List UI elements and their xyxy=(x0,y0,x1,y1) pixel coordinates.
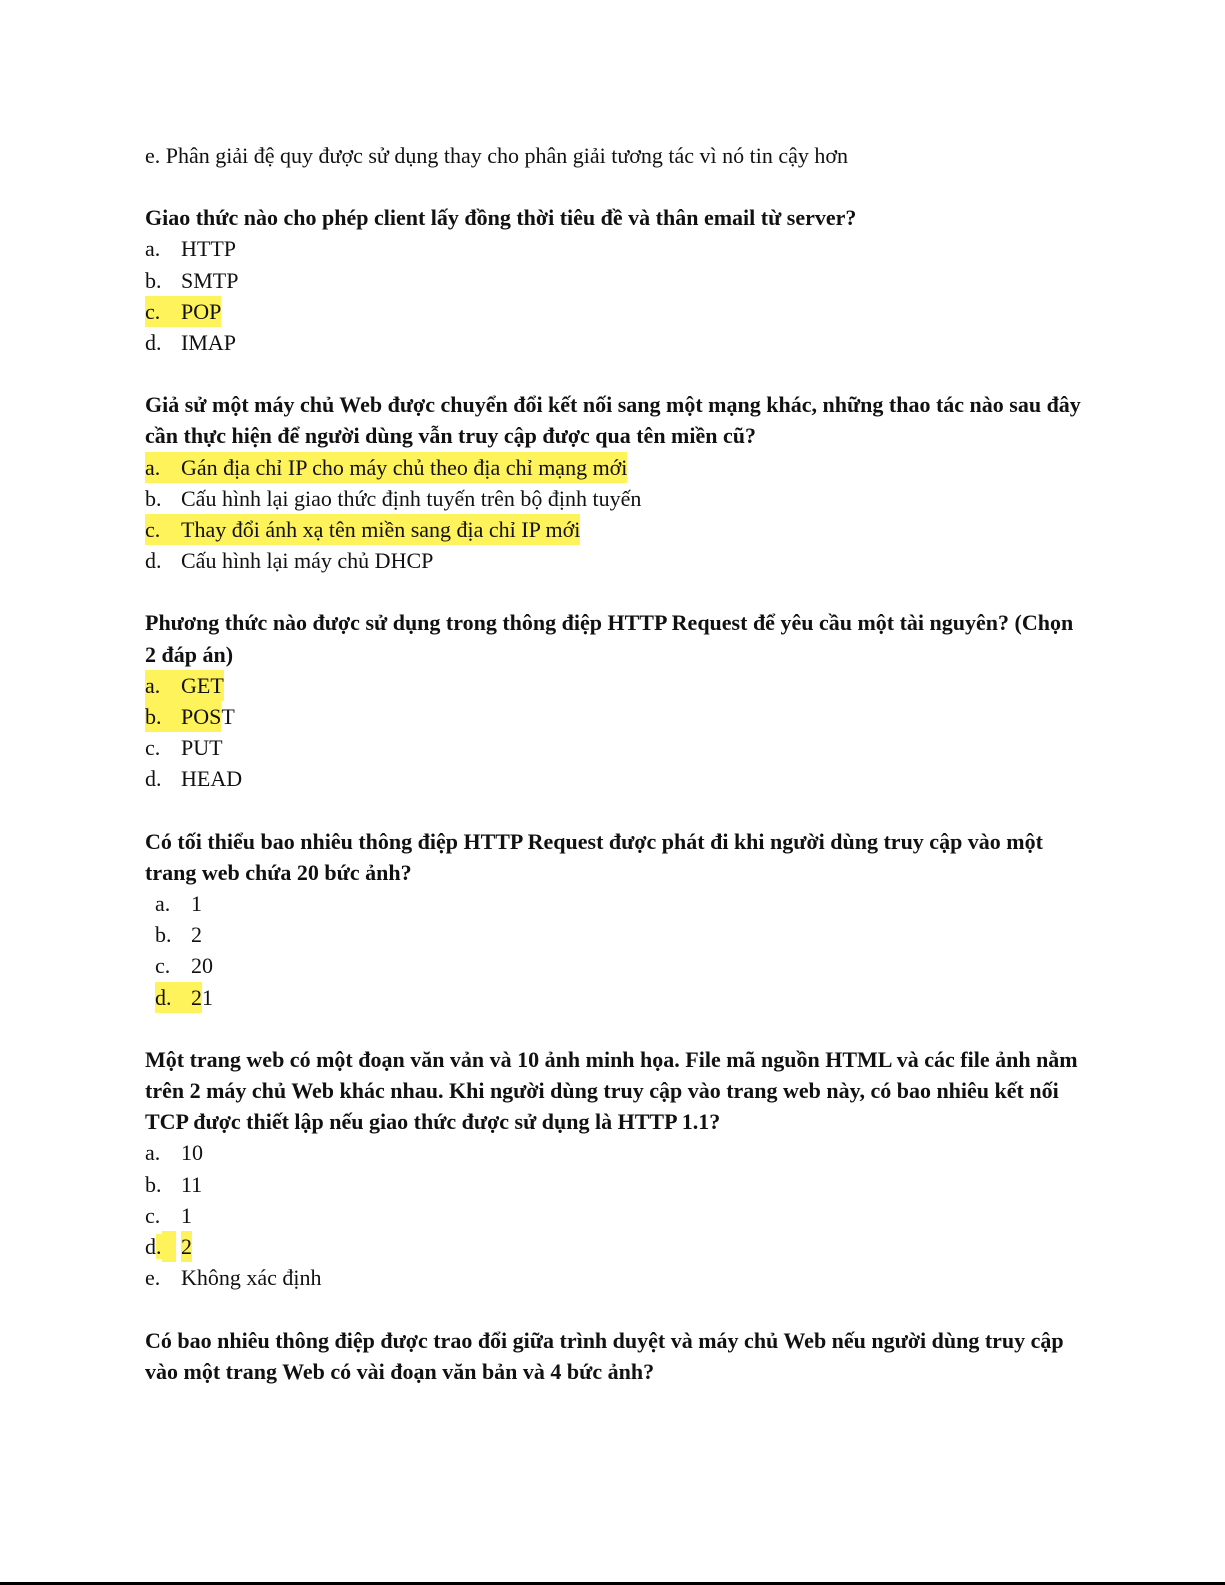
option-text: Cấu hình lại máy chủ DHCP xyxy=(181,548,434,574)
question-block xyxy=(145,607,1085,794)
option-letter: c. xyxy=(145,517,161,543)
option-text: 2 xyxy=(191,922,202,948)
answer-option xyxy=(145,265,1085,296)
option-text: 20 xyxy=(191,953,213,979)
answer-option-highlighted xyxy=(145,701,1085,732)
answer-option-highlighted xyxy=(145,296,1085,327)
option-text: 1 xyxy=(181,1202,192,1228)
answer-option xyxy=(145,1137,1085,1168)
answer-option-highlighted xyxy=(145,452,1085,483)
option-letter: d. xyxy=(145,330,162,356)
question-block xyxy=(145,389,1085,576)
option-text-tail: 1 xyxy=(202,984,213,1010)
question-text: Có bao nhiêu thông điệp được trao đổi giữa trình duyệt và máy chủ Web nếu người dùng truy cập vào một trang Web có vài đoạn văn bản và 4 bức ảnh? xyxy=(145,1327,1064,1384)
answer-option xyxy=(145,763,1085,794)
option-text: HEAD xyxy=(181,766,243,792)
option-letter: d. xyxy=(145,548,162,574)
option-letter: b. xyxy=(155,922,172,948)
option-letter: c. xyxy=(145,735,161,761)
answer-option xyxy=(145,1200,1085,1231)
question-text: Giả sử một máy chủ Web được chuyển đổi kết nối sang một mạng khác, những thao tác nào sau đây cần thực hiện để người dùng vẫn truy cập được qua tên miền cũ? xyxy=(145,392,1081,449)
answer-option xyxy=(145,732,1085,763)
option-letter: c. xyxy=(145,1202,161,1228)
option-text: 1 xyxy=(191,891,202,917)
option-letter: d xyxy=(145,1234,156,1260)
option-text: SMTP xyxy=(181,267,239,293)
option-letter: a. xyxy=(155,891,171,917)
answer-option xyxy=(145,545,1085,576)
option-letter: d. xyxy=(145,766,162,792)
document-page xyxy=(145,140,1085,1387)
option-text: Không xác định xyxy=(181,1265,322,1291)
option-text-tail: T xyxy=(221,704,235,730)
option-text: 10 xyxy=(181,1140,203,1166)
answer-option xyxy=(145,919,1085,950)
option-letter-tail: . xyxy=(156,1234,162,1260)
option-text: GET xyxy=(181,672,224,698)
option-letter: d. xyxy=(155,984,172,1010)
answer-option xyxy=(145,483,1085,514)
option-text: Cấu hình lại giao thức định tuyến trên bộ định tuyến xyxy=(181,485,642,511)
answer-option xyxy=(145,1262,1085,1293)
option-text: POP xyxy=(181,298,222,324)
option-text: 2 xyxy=(181,1231,192,1262)
answer-option xyxy=(145,1169,1085,1200)
answer-option xyxy=(145,327,1085,358)
option-text: 2 xyxy=(191,984,202,1010)
question-text: Giao thức nào cho phép client lấy đồng thời tiêu đề và thân email từ server? xyxy=(145,205,857,231)
option-text: Thay đổi ánh xạ tên miền sang địa chỉ IP mới xyxy=(181,517,581,543)
option-text: POS xyxy=(181,704,222,730)
option-letter: a. xyxy=(145,454,161,480)
option-text: 11 xyxy=(181,1171,203,1197)
question-text: Một trang web có một đoạn văn vản và 10 ảnh minh họa. File mã nguồn HTML và các file ảnh nằm trên 2 máy chủ Web khác nhau. Khi người dùng truy cập vào trang web này, có bao nhiêu kết nối TCP được thiết lập nếu giao thức được sử dụng là HTTP 1.1? xyxy=(145,1046,1078,1135)
answer-option-highlighted xyxy=(145,982,1085,1013)
answer-option-highlighted xyxy=(145,514,1085,545)
option-letter: b. xyxy=(145,1171,162,1197)
option-text: Gán địa chỉ IP cho máy chủ theo địa chỉ mạng mới xyxy=(181,454,628,480)
option-text: IMAP xyxy=(181,330,237,356)
question-text: Phương thức nào được sử dụng trong thông điệp HTTP Request để yêu cầu một tài nguyên? (Chọn 2 đáp án) xyxy=(145,610,1074,667)
answer-option-highlighted xyxy=(145,670,1085,701)
option-text: PUT xyxy=(181,735,223,761)
option-letter: b. xyxy=(145,704,162,730)
question-block xyxy=(145,1044,1085,1294)
option-letter: e. xyxy=(145,1265,161,1291)
option-letter: c. xyxy=(155,953,171,979)
option-letter: b. xyxy=(145,485,162,511)
option-letter: a. xyxy=(145,672,161,698)
intro-line: e. Phân giải đệ quy được sử dụng thay cho phân giải tương tác vì nó tin cậy hơn xyxy=(145,143,849,168)
option-letter: b. xyxy=(145,267,162,293)
option-text: HTTP xyxy=(181,236,236,262)
answer-option xyxy=(145,888,1085,919)
option-letter: a. xyxy=(145,1140,161,1166)
option-letter: a. xyxy=(145,236,161,262)
answer-option xyxy=(145,950,1085,981)
question-text: Có tối thiểu bao nhiêu thông điệp HTTP Request được phát đi khi người dùng truy cập vào một trang web chứa 20 bức ảnh? xyxy=(145,828,1043,885)
answer-option xyxy=(145,233,1085,264)
option-letter: c. xyxy=(145,298,161,324)
question-block xyxy=(145,1325,1085,1387)
question-block xyxy=(145,826,1085,1013)
question-block xyxy=(145,202,1085,358)
answer-option-highlighted xyxy=(145,1231,1085,1262)
